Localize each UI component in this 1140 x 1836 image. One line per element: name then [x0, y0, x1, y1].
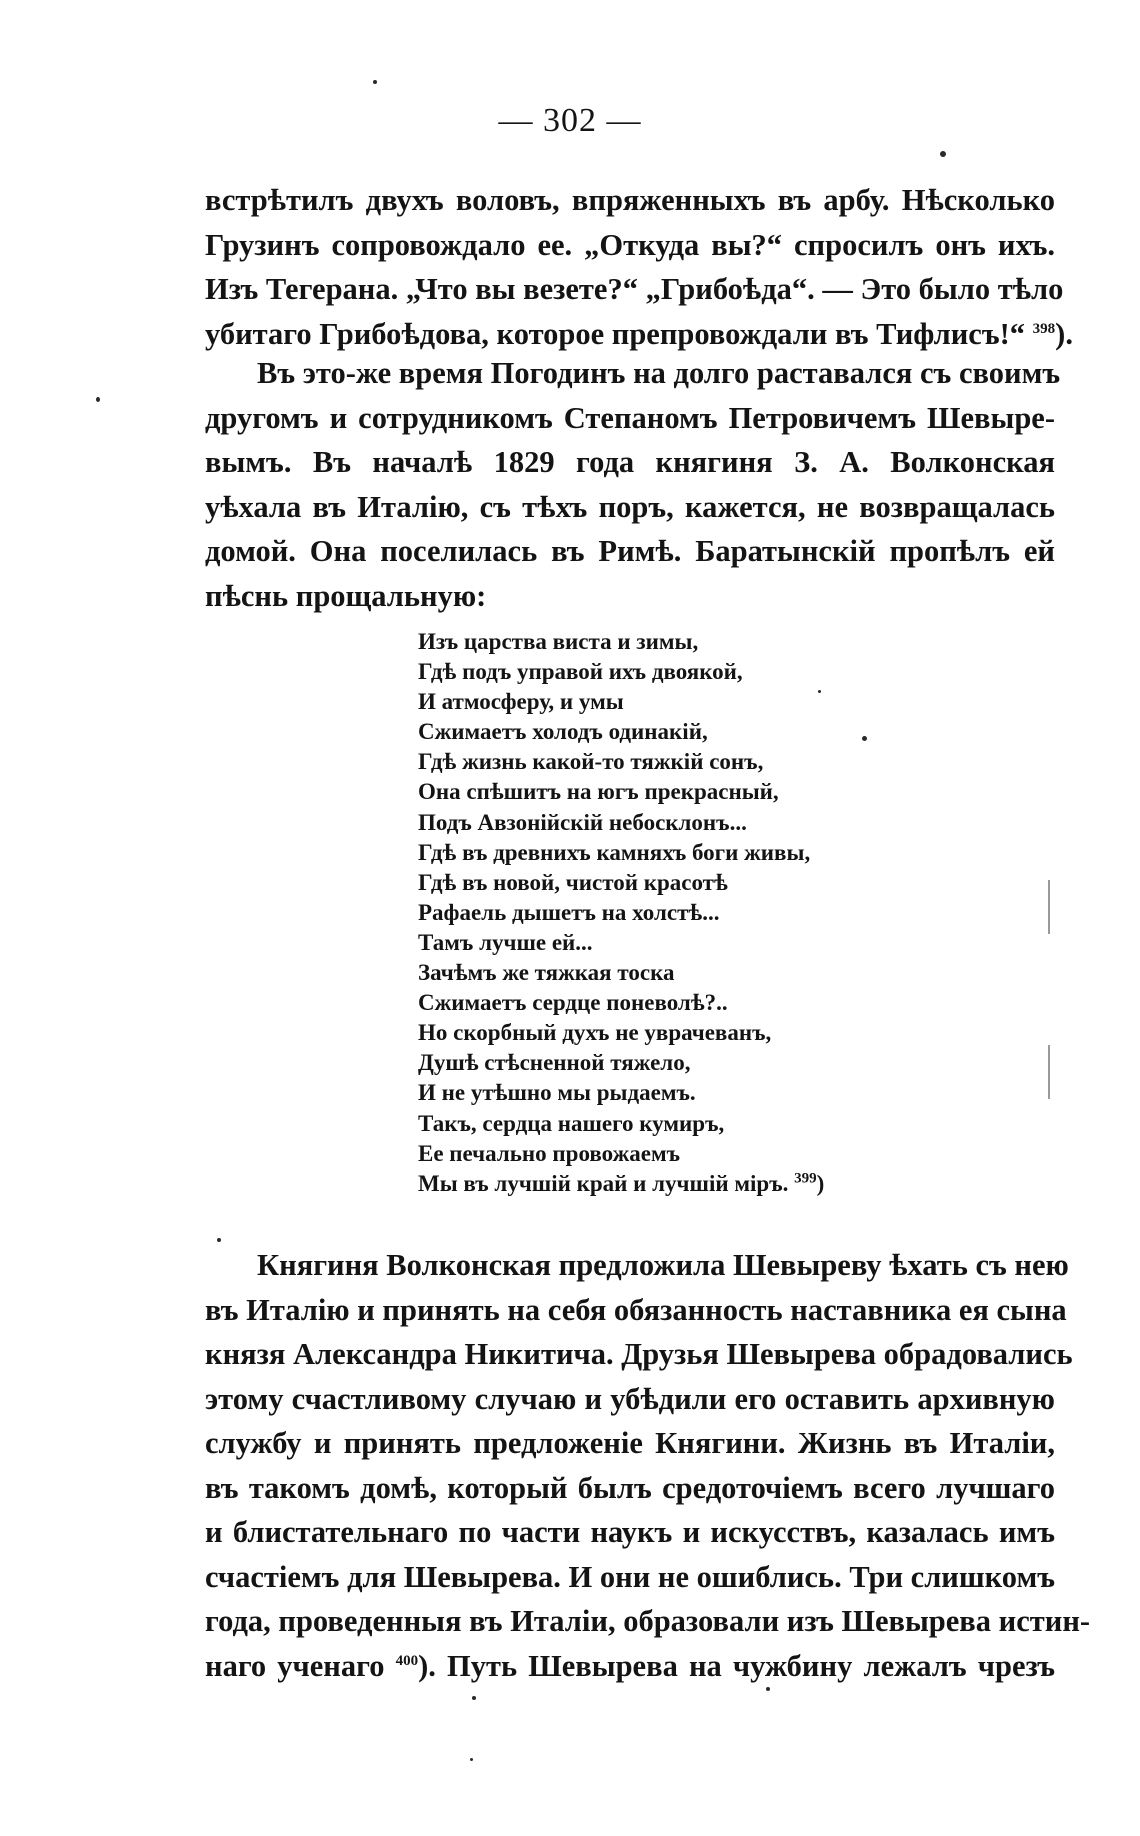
text-line: счастіемъ для Шевырева. И они не ошиблись. Три слишкомъ: [205, 1559, 1056, 1594]
text-line: Въ это-же время Погодинъ на долго раставался съ своимъ: [257, 356, 1061, 390]
poem-line: Но скорбный духъ не уврачеванъ,: [418, 1020, 772, 1046]
text-line: Грузинъ сопровождало ее. „Откуда вы?“ спросилъ онъ ихъ.: [205, 227, 1055, 262]
text-line: службу и принять предложеніе Княгини. Жизнь въ Италіи,: [205, 1426, 1055, 1460]
poem-line: Ее печально провожаемъ: [418, 1140, 681, 1166]
text-line: домой. Она поселилась въ Римѣ. Баратынскій пропѣлъ ей: [205, 534, 1055, 568]
poem-line: И атмосферу, и умы: [418, 689, 624, 715]
poem-line: Гдѣ въ древнихъ камняхъ боги живы,: [418, 839, 811, 865]
poem-line: Гдѣ въ новой, чистой красотѣ: [418, 869, 728, 895]
scan-speck: [96, 397, 100, 402]
poem-line: Сжимаетъ сердце поневолѣ?..: [418, 990, 728, 1016]
text-line: уѣхала въ Италію, съ тѣхъ поръ, кажется, не возвращалась: [205, 489, 1055, 524]
text-line: [205, 1644, 1055, 1689]
text-line: и блистательнаго по части наукъ и искусствъ, казалась имъ: [205, 1515, 1055, 1549]
footnote-ref: 399: [794, 1170, 817, 1187]
scan-speck: [472, 1696, 476, 1700]
scan-speck: [940, 151, 946, 157]
text-line: въ такомъ домѣ, который былъ средоточіемъ всего лучшаго: [205, 1470, 1055, 1505]
paragraph-volkonskaya: [205, 1243, 1091, 1688]
text-line: Княгиня Волконская предложила Шевыреву ѣхать съ нею: [257, 1248, 1069, 1282]
scan-speck: [217, 1238, 221, 1242]
poem-line: [418, 1169, 978, 1199]
text-fragment: ). Путь Шевырева на чужбину лежалъ чрезъ: [418, 1648, 1056, 1683]
poem-line: Изъ царства виста и зимы,: [418, 629, 699, 654]
poem-line: Она спѣшитъ на югъ прекрасный,: [418, 779, 779, 805]
poem-line: Зачѣмъ же тяжкая тоска: [418, 960, 675, 986]
scan-speck: [470, 1758, 473, 1761]
text-line: въ Италію и принять на себя обязанность наставника ея сына: [205, 1292, 1067, 1327]
text-line: князя Александра Никитича. Друзья Шевырева обрадовались: [205, 1337, 1073, 1371]
poem-line: Такъ, сердца нашего кумиръ,: [418, 1110, 725, 1136]
poem-line: Гдѣ подъ управой ихъ двоякой,: [418, 659, 743, 685]
page-number: — 302 —: [498, 102, 642, 139]
poem-line: Тамъ лучше ей...: [418, 929, 593, 955]
text-line: [205, 312, 1073, 357]
text-line: встрѣтилъ двухъ воловъ, впряженныхъ въ арбу. Нѣсколько: [205, 183, 1055, 217]
poem-line: И не утѣшно мы рыдаемъ.: [418, 1080, 696, 1106]
text-line: пѣснь прощальную:: [205, 578, 487, 613]
text-fragment: ).: [1055, 316, 1073, 351]
poem-line: Рафаель дышетъ на холстѣ...: [418, 899, 720, 925]
scan-speck: [373, 80, 377, 84]
text-line: года, проведенныя въ Италіи, образовали изъ Шевырева истин-: [205, 1604, 1091, 1638]
text-line: вымъ. Въ началѣ 1829 года княгиня З. А. Волконская: [205, 445, 1055, 479]
poem: [418, 627, 978, 1199]
poem-line: Гдѣ жизнь какой-то тяжкій сонъ,: [418, 749, 764, 775]
footnote-ref: 400: [395, 1652, 419, 1669]
poem-line: Сжимаетъ холодъ одинакій,: [418, 719, 708, 745]
text-line: другомъ и сотрудникомъ Степаномъ Петровичемъ Шевыре-: [205, 400, 1055, 435]
text-fragment: убитаго Грибоѣдова, которое препровождали въ Тифлисъ!“: [205, 316, 1026, 351]
text-fragment: ): [816, 1170, 825, 1196]
poem-line: Подъ Авзонійскій небосклонъ...: [418, 809, 747, 835]
text-fragment: Мы въ лучшій край и лучшій міръ.: [418, 1170, 789, 1196]
text-fragment: наго ученаго: [205, 1648, 385, 1683]
paragraph-intro-poem: [205, 351, 1061, 618]
poem-line: Душѣ стѣсненной тяжело,: [418, 1050, 691, 1076]
scan-edge-line: [1048, 880, 1050, 934]
footnote-ref: 398: [1032, 320, 1056, 337]
paragraph-continued: [205, 178, 1073, 356]
text-line: этому счастливому случаю и убѣдили его оставить архивную: [205, 1381, 1055, 1416]
scan-edge-line: [1048, 1045, 1050, 1099]
text-line: Изъ Тегерана. „Что вы везете?“ „Грибоѣда“. — Это было тѣло: [205, 272, 1064, 306]
